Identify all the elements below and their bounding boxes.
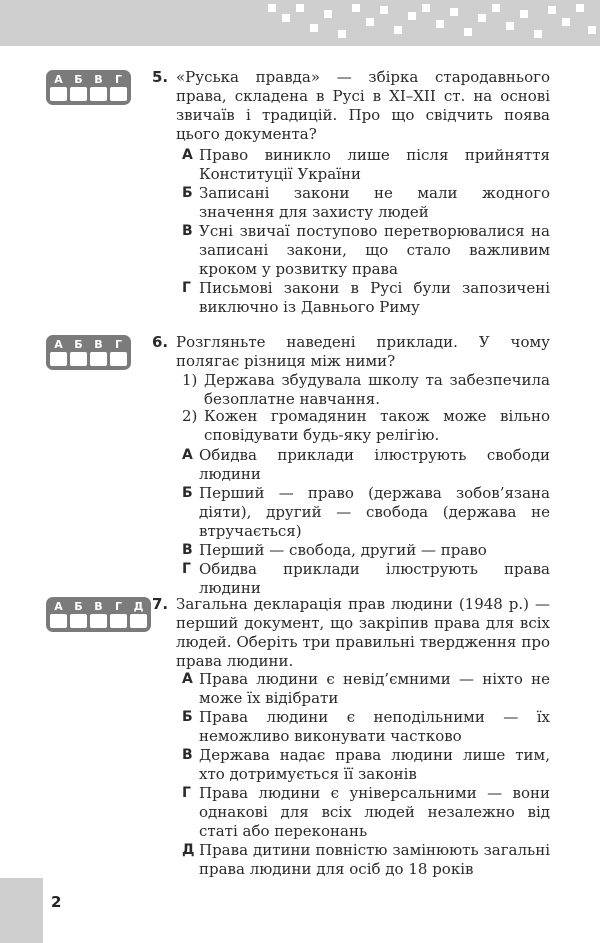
option-text: Права людини є невід’ємними — ніхто не може їх відібрати bbox=[199, 670, 550, 707]
option-text: Держава надає права людини лише тим, хто дотримується її законів bbox=[199, 746, 550, 783]
grid-letter: В bbox=[94, 600, 103, 613]
answer-grid-q7 bbox=[46, 597, 151, 632]
option-g bbox=[182, 784, 550, 841]
statement-text: Держава збудувала школу та забезпечила безоплатне навчання. bbox=[204, 371, 550, 408]
answer-box-v[interactable] bbox=[90, 87, 107, 101]
statement-1 bbox=[182, 371, 550, 409]
question-text: Розгляньте наведені приклади. У чому полягає різниця між ними? bbox=[176, 333, 550, 370]
grid-letter: Б bbox=[74, 600, 83, 613]
option-letter: Б bbox=[182, 185, 193, 201]
option-text: Перший — право (держава зобов’язана діяти), другий — свобода (держава не втручається) bbox=[199, 484, 550, 540]
statement-label: 2) bbox=[182, 407, 198, 425]
answer-grid-q6 bbox=[46, 335, 131, 370]
grid-letter: Б bbox=[74, 73, 83, 86]
answer-box-a[interactable] bbox=[50, 352, 67, 366]
statement-label: 1) bbox=[182, 371, 198, 389]
page-number: 2 bbox=[51, 893, 62, 911]
option-a bbox=[182, 146, 550, 184]
option-text: Обидва приклади ілюструють права людини bbox=[199, 560, 550, 597]
option-text: Обидва приклади ілюструють свободи людини bbox=[199, 446, 550, 483]
option-g bbox=[182, 560, 550, 598]
option-v bbox=[182, 222, 550, 279]
option-letter: В bbox=[182, 542, 193, 558]
answer-box-a[interactable] bbox=[50, 87, 67, 101]
option-letter: А bbox=[182, 671, 193, 687]
option-letter: В bbox=[182, 747, 193, 763]
option-v bbox=[182, 541, 550, 560]
option-v bbox=[182, 746, 550, 784]
option-g bbox=[182, 279, 550, 317]
header-decoration-bar bbox=[0, 0, 600, 46]
option-text: Права людини є неподільними — їх неможливо виконувати частково bbox=[199, 708, 550, 745]
answer-box-b[interactable] bbox=[70, 87, 87, 101]
question-text: Загальна декларація прав людини (1948 р.) — перший документ, що закріпив права для всіх людей. Оберіть три правильні твердження про права людини. bbox=[176, 595, 550, 670]
option-letter: Б bbox=[182, 709, 193, 725]
grid-letter: В bbox=[94, 73, 103, 86]
option-letter: Г bbox=[182, 561, 191, 577]
option-b bbox=[182, 484, 550, 541]
answer-box-g[interactable] bbox=[110, 614, 127, 628]
grid-letter: Г bbox=[114, 73, 122, 86]
option-d bbox=[182, 841, 550, 879]
grid-letter: В bbox=[94, 338, 103, 351]
answer-grid-q5 bbox=[46, 70, 131, 105]
question-number: 7. bbox=[152, 595, 169, 613]
answer-box-v[interactable] bbox=[90, 614, 107, 628]
option-b bbox=[182, 708, 550, 746]
answer-box-d[interactable] bbox=[130, 614, 147, 628]
option-text: Право виникло лише після прийняття Конституції України bbox=[199, 146, 550, 183]
grid-letter: А bbox=[54, 338, 63, 351]
option-letter: А bbox=[182, 447, 193, 463]
question-text: «Руська правда» — збірка стародавнього права, складена в Русі в XI–XII ст. на основі звичаїв і традицій. Про що свідчить поява цього документа? bbox=[176, 68, 550, 143]
option-letter: Д bbox=[182, 842, 195, 858]
option-text: Усні звичаї поступово перетворювалися на записані закони, що стало важливим кроком у розвитку права bbox=[199, 222, 550, 278]
option-text: Права дитини повністю замінюють загальні права людини для осіб до 18 років bbox=[199, 841, 550, 878]
answer-box-v[interactable] bbox=[90, 352, 107, 366]
grid-letter: Б bbox=[74, 338, 83, 351]
option-letter: А bbox=[182, 147, 193, 163]
answer-box-g[interactable] bbox=[110, 352, 127, 366]
option-b bbox=[182, 184, 550, 222]
answer-box-b[interactable] bbox=[70, 614, 87, 628]
grid-letter: Г bbox=[114, 338, 122, 351]
grid-letter: Д bbox=[133, 600, 144, 613]
answer-box-b[interactable] bbox=[70, 352, 87, 366]
option-text: Письмові закони в Русі були запозичені виключно із Давнього Риму bbox=[199, 279, 550, 316]
answer-box-a[interactable] bbox=[50, 614, 67, 628]
option-letter: Г bbox=[182, 785, 191, 801]
option-text: Записані закони не мали жодного значення для захисту людей bbox=[199, 184, 550, 221]
grid-letter: А bbox=[54, 600, 63, 613]
grid-letter: Г bbox=[114, 600, 122, 613]
option-text: Права людини є універсальними — вони однакові для всіх людей незалежно від статі або переконань bbox=[199, 784, 550, 840]
option-letter: Г bbox=[182, 280, 191, 296]
grid-letter: А bbox=[54, 73, 63, 86]
option-text: Перший — свобода, другий — право bbox=[199, 541, 487, 559]
option-a bbox=[182, 446, 550, 484]
option-a bbox=[182, 670, 550, 708]
footer-side-bar bbox=[0, 878, 43, 943]
question-number: 5. bbox=[152, 68, 169, 86]
option-letter: В bbox=[182, 223, 193, 239]
option-letter: Б bbox=[182, 485, 193, 501]
statement-text: Кожен громадянин також може вільно сповідувати будь-яку релігію. bbox=[204, 407, 550, 444]
question-number: 6. bbox=[152, 333, 169, 351]
statement-2 bbox=[182, 407, 550, 445]
answer-box-g[interactable] bbox=[110, 87, 127, 101]
